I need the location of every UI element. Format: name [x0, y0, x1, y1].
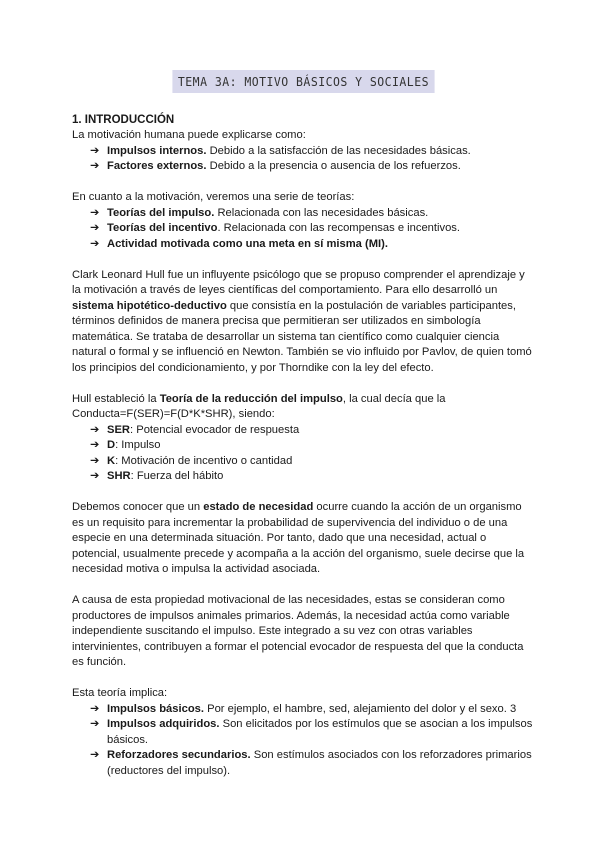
hull-paragraph: Clark Leonard Hull fue un influyente psicólogo que se propuso comprender el aprendizaje y la motivación a través de leyes científicas del comportamiento. Para ello desarrolló un sistema hipotético-deductivo que consistía en la postulación de variables participantes, términos definidos de manera precisa que permitieran ser utilizados en simbología matemática. Se trataba de desarrollar un sistema tan científico como cualquier ciencia natural o formal y se influenció en Newton. También se vio influido por Pavlov, de quien tomó los principios del condicionamiento, y por Thorndike con la ley del efecto. — [72, 268, 532, 374]
list-item: ➔ Factores externos. Debido a la presencia o ausencia de los refuerzos. — [90, 159, 534, 175]
propiedad-paragraph: A causa de esta propiedad motivacional de las necesidades, estas se consideran como productores de impulsos animales primarios. Además, la necesidad actúa como variable independiente suscitando el impulso. Este integrado a su vez con otras variables intervinientes, contribuyen a formar el potencial evocador de respuesta del que la conducta es función. — [72, 594, 524, 668]
document-page — [72, 70, 534, 779]
list-item: ➔ Teorías del impulso. Relacionada con las necesidades básicas. — [90, 206, 534, 222]
page-title: TEMA 3A: MOTIVO BÁSICOS Y SOCIALES — [172, 70, 434, 93]
section-heading: 1. INTRODUCCIÓN — [72, 113, 175, 126]
arrow-icon: ➔ — [90, 222, 100, 234]
arrow-icon: ➔ — [90, 439, 100, 451]
bullet-list-theories — [72, 206, 534, 253]
arrow-icon: ➔ — [90, 702, 100, 715]
arrow-icon: ➔ — [90, 470, 100, 482]
arrow-icon: ➔ — [90, 160, 100, 172]
necesidad-paragraph: Debemos conocer que un estado de necesidad ocurre cuando la acción de un organismo es un requisito para incrementar la probabilidad de supervivencia del individuo o de una especie en una determinada situación. Por tanto, dado que una necesidad, actual o potencial, usualmente precede y acompaña a la acción del organismo, suele decirse que la necesidad motiva o impulsa la actividad asociada. — [72, 501, 525, 575]
arrow-icon: ➔ — [90, 423, 100, 436]
arrow-icon: ➔ — [90, 144, 100, 157]
list-item: ➔ D: Impulso — [90, 438, 534, 454]
arrow-icon: ➔ — [90, 749, 100, 761]
list-item: ➔ Impulsos internos. Debido a la satisfacción de las necesidades básicas. — [90, 144, 534, 160]
arrow-icon: ➔ — [90, 454, 100, 467]
list-item: ➔ K: Motivación de incentivo o cantidad — [90, 454, 534, 470]
bullet-list-implica — [72, 702, 534, 780]
list-item: ➔ SER: Potencial evocador de respuesta — [90, 423, 534, 439]
theories-intro: En cuanto a la motivación, veremos una serie de teorías: — [72, 191, 355, 203]
list-item: ➔ SHR: Fuerza del hábito — [90, 469, 534, 485]
implica-intro: Esta teoría implica: — [72, 687, 168, 699]
intro-paragraph: La motivación humana puede explicarse como: — [72, 129, 306, 141]
arrow-icon: ➔ — [90, 237, 100, 250]
arrow-icon: ➔ — [90, 206, 100, 219]
list-item: ➔ Actividad motivada como una meta en sí misma (MI). — [90, 237, 534, 253]
list-item: ➔ Impulsos básicos. Por ejemplo, el hambre, sed, alejamiento del dolor y el sexo. 3 — [90, 702, 534, 718]
arrow-icon: ➔ — [90, 718, 100, 730]
list-item: ➔ Impulsos adquiridos. Son elicitados por los estímulos que se asocian a los impulsos básicos. — [90, 718, 533, 746]
list-item: ➔ Reforzadores secundarios. Son estímulos asociados con los reforzadores primarios (reductores del impulso). — [90, 749, 532, 777]
hull-theory-paragraph: Hull estableció la Teoría de la reducción del impulso, la cual decía que la Conducta=F(SER)=F(D*K*SHR), siendo: — [72, 392, 446, 420]
bullet-list-motivation — [72, 144, 534, 175]
bullet-list-variables — [72, 423, 534, 485]
list-item: ➔ Teorías del incentivo. Relacionada con las recompensas e incentivos. — [90, 221, 534, 237]
